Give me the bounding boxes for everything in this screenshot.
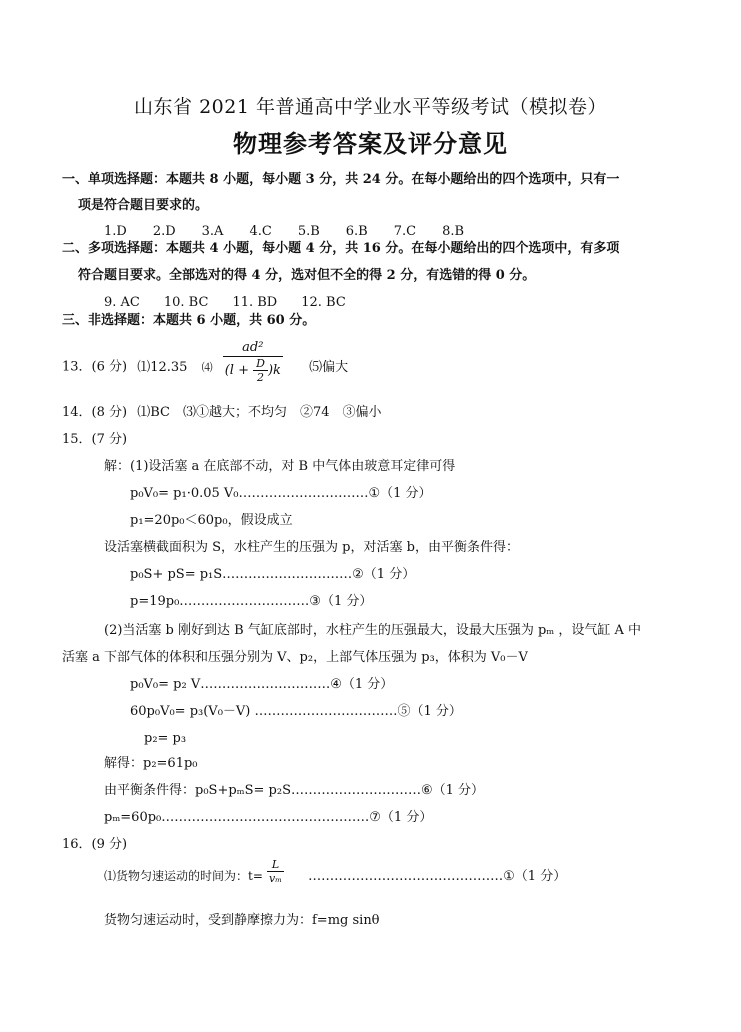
- q16-line2: 货物匀速运动时，受到静摩擦力为：f=mg sinθ: [104, 913, 380, 928]
- answer-6: 6.B: [345, 224, 368, 239]
- q14-text: ⑴BC ⑶①越大；不均匀 ②74 ③偏小: [137, 405, 382, 420]
- q13-part1: ⑴12.35: [137, 359, 188, 375]
- q13-fraction: [223, 340, 283, 384]
- q15-line10: 60p₀V₀= p₃(V₀－V) ……………………………⑤（1 分）: [130, 704, 462, 719]
- q16-fraction: $\frac{L}{\text{vₘ}}$: [269, 858, 282, 885]
- section2-heading-line2: 符合题目要求。全部选对的得 4 分，选对但不全的得 2 分，有选错的得 0 分。: [78, 268, 536, 283]
- answer-3: 3.A: [201, 224, 224, 239]
- section1-heading-line1: 一、单项选择题：本题共 8 小题，每小题 3 分，共 24 分。在每小题给出的四个选项中，只有一: [62, 172, 620, 187]
- answer-2: 2.D: [152, 224, 176, 239]
- section3-heading: 三、非选择题：本题共 6 小题，共 60 分。: [62, 313, 316, 328]
- q14-answer: [62, 405, 382, 421]
- q15-line14: pₘ=60p₀…………………………………………⑦（1 分）: [104, 810, 433, 825]
- q15-line3: p₁=20p₀＜60p₀，假设成立: [130, 513, 293, 528]
- answer-key-title: 物理参考答案及评分意见: [233, 129, 508, 158]
- q15-line6: p=19p₀…………………………③（1 分）: [130, 594, 373, 609]
- q15-line7: (2)当活塞 b 刚好到达 B 气缸底部时，水柱产生的压强最大，设最大压强为 pₘ ，设气缸 A 中: [104, 623, 642, 638]
- q16-line1: ⑴货物匀速运动的时间为：t= $\frac{L}{\text{vₘ}}$ ………………………………………①（1 分）: [104, 858, 567, 885]
- answer-12: 12. BC: [301, 295, 346, 310]
- answer-11: 11. BD: [232, 295, 278, 310]
- q13-frac-denominator: (l + $\frac{D}{2}$ )k: [224, 357, 281, 384]
- q15-line12: 解得：p₂=61p₀: [104, 756, 198, 771]
- q15-line8: 活塞 a 下部气体的体积和压强分别为 V、p₂，上部气体压强为 p₃，体积为 V₀－V: [62, 650, 528, 665]
- q13-label: 13．(6 分): [62, 359, 128, 375]
- answer-1: 1.D: [104, 224, 127, 239]
- section1-answers: [104, 224, 490, 240]
- answer-7: 7.C: [393, 224, 417, 239]
- q15-line1: 解：(1)设活塞 a 在底部不动，对 B 中气体由玻意耳定律可得: [104, 459, 456, 474]
- q13-part4-label: ⑷: [201, 360, 213, 374]
- answer-9: 9. AC: [104, 295, 140, 310]
- q15-line5: p₀S+ pS= p₁S…………………………②（1 分）: [130, 567, 416, 582]
- section1-heading-line2: 项是符合题目要求的。: [78, 198, 209, 213]
- q13-part5: ⑸偏大: [309, 359, 349, 375]
- q15-label: 15．(7 分): [62, 432, 128, 447]
- q13-answer: [62, 340, 349, 384]
- q15-line2: p₀V₀= p₁·0.05 V₀…………………………①（1 分）: [130, 486, 432, 501]
- answer-5: 5.B: [297, 224, 320, 239]
- q13-frac-numerator: ad²: [223, 340, 283, 357]
- answer-4: 4.C: [249, 224, 272, 239]
- exam-title: 山东省 2021 年普通高中学业水平等级考试（模拟卷）: [134, 96, 607, 118]
- answer-10: 10. BC: [163, 295, 209, 310]
- section2-answers: [104, 295, 370, 311]
- answer-8: 8.B: [442, 224, 465, 239]
- q14-label: 14．(8 分): [62, 405, 128, 420]
- q15-line9: p₀V₀= p₂ V…………………………④（1 分）: [130, 677, 394, 692]
- q15-line13: 由平衡条件得：p₀S+pₘS= p₂S…………………………⑥（1 分）: [104, 783, 485, 798]
- q16-label: 16．(9 分): [62, 837, 128, 852]
- section2-heading-line1: 二、多项选择题：本题共 4 小题，每小题 4 分，共 16 分。在每小题给出的四个选项中，有多项: [62, 241, 620, 256]
- q13-inner-fraction: $\frac{D}{2}$: [253, 357, 268, 384]
- q15-line11: p₂= p₃: [144, 731, 187, 746]
- q15-line4: 设活塞横截面积为 S，水柱产生的压强为 p，对活塞 b，由平衡条件得：: [104, 540, 519, 555]
